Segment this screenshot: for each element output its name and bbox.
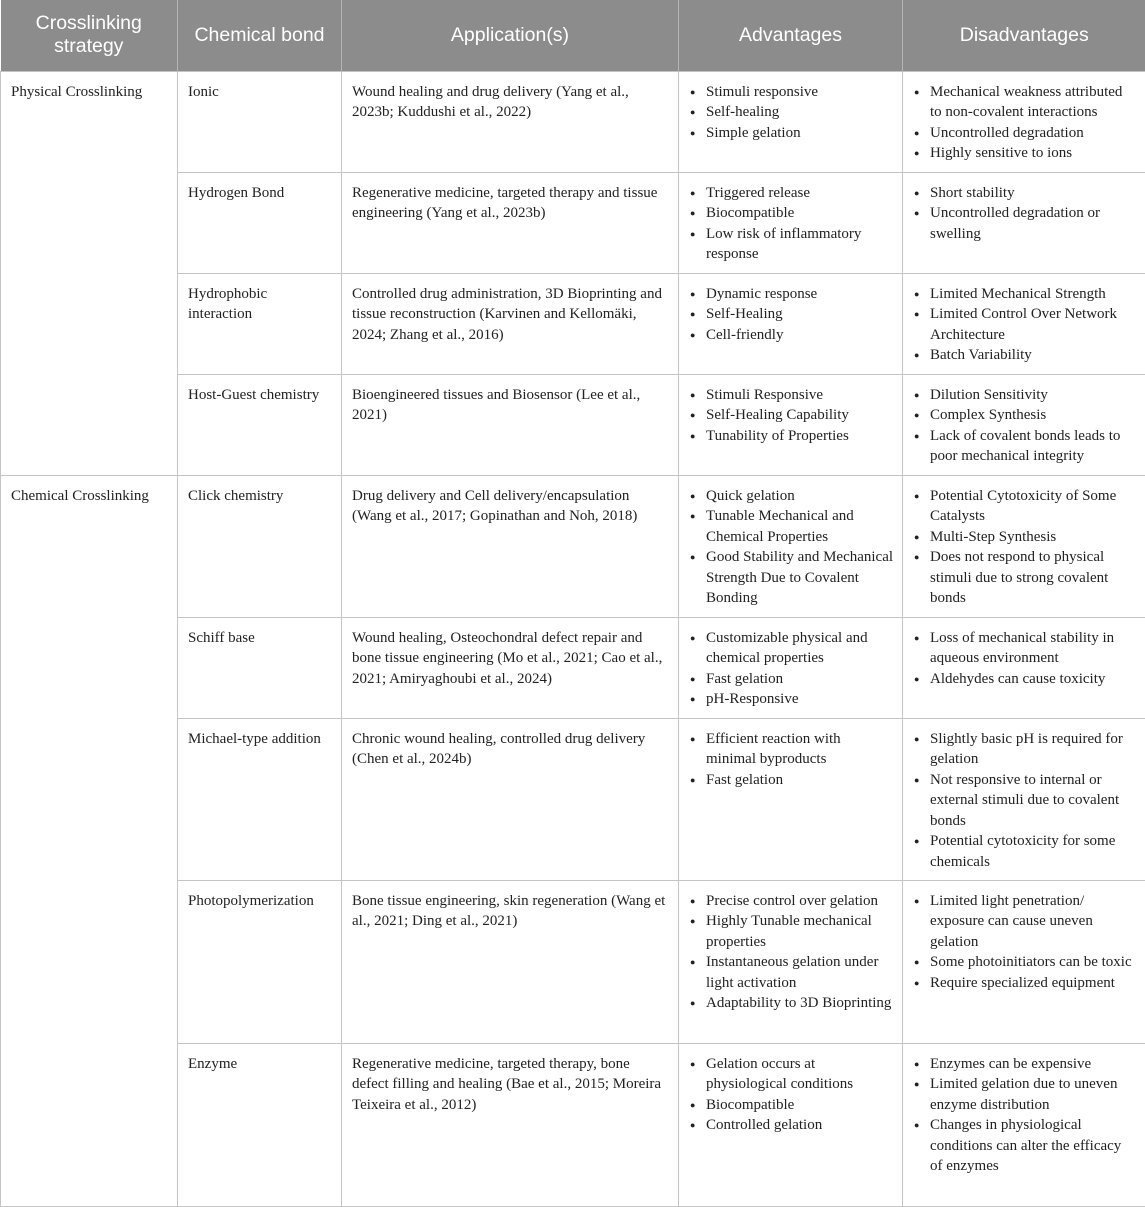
header-crosslinking-strategy: Crosslinking strategy: [1, 0, 178, 71]
advantage-item: ● Tunable Mechanical and Chemical Properties: [689, 506, 894, 547]
disadvantages-list: [913, 729, 1137, 873]
disadvantage-item: ● Changes in physiological conditions can alter the efficacy of enzymes: [913, 1115, 1137, 1177]
application-cell: Bone tissue engineering, skin regeneration (Wang et al., 2021; Ding et al., 2021): [342, 880, 679, 1043]
advantages-list: [689, 284, 894, 346]
advantage-item: ● Instantaneous gelation under light activation: [689, 952, 894, 993]
application-cell: Drug delivery and Cell delivery/encapsulation (Wang et al., 2017; Gopinathan and Noh, 2018): [342, 475, 679, 617]
chemical-bond-cell: Click chemistry: [178, 475, 342, 617]
disadvantage-item: ● Limited gelation due to uneven enzyme distribution: [913, 1074, 1137, 1115]
disadvantage-item: ● Multi-Step Synthesis: [913, 527, 1137, 548]
advantages-cell: [679, 718, 903, 880]
advantage-item: ● Cell-friendly: [689, 325, 894, 346]
chemical-bond-cell: Schiff base: [178, 617, 342, 718]
advantages-cell: [679, 880, 903, 1043]
disadvantage-item: ● Limited Mechanical Strength: [913, 284, 1137, 305]
advantages-list: [689, 891, 894, 1015]
disadvantage-item: ● Does not respond to physical stimuli due to strong covalent bonds: [913, 547, 1137, 609]
application-cell: Bioengineered tissues and Biosensor (Lee et al., 2021): [342, 374, 679, 475]
advantage-item: ● Self-healing: [689, 102, 894, 123]
advantage-item: ● Stimuli responsive: [689, 82, 894, 103]
disadvantages-cell: [903, 475, 1145, 617]
application-cell: Controlled drug administration, 3D Bioprinting and tissue reconstruction (Karvinen and Kellomäki, 2024; Zhang et al., 2016): [342, 273, 679, 374]
chemical-bond-cell: Michael-type addition: [178, 718, 342, 880]
advantage-item: ● Dynamic response: [689, 284, 894, 305]
application-cell: Regenerative medicine, targeted therapy, bone defect filling and healing (Bae et al., 2015; Moreira Teixeira et al., 2012): [342, 1043, 679, 1206]
table-row: [1, 71, 1145, 172]
advantages-list: [689, 729, 894, 791]
disadvantage-item: ● Potential Cytotoxicity of Some Catalysts: [913, 486, 1137, 527]
advantage-item: ● Gelation occurs at physiological conditions: [689, 1054, 894, 1095]
advantage-item: ● Biocompatible: [689, 203, 894, 224]
disadvantage-item: ● Dilution Sensitivity: [913, 385, 1137, 406]
advantages-cell: [679, 374, 903, 475]
chemical-bond-cell: Enzyme: [178, 1043, 342, 1206]
crosslinking-strategy-cell: Physical Crosslinking: [1, 71, 178, 475]
disadvantages-list: [913, 183, 1137, 245]
advantage-item: ● pH-Responsive: [689, 689, 894, 710]
advantages-cell: [679, 617, 903, 718]
disadvantages-list: [913, 486, 1137, 610]
disadvantage-item: ● Uncontrolled degradation or swelling: [913, 203, 1137, 244]
application-cell: Chronic wound healing, controlled drug delivery (Chen et al., 2024b): [342, 718, 679, 880]
disadvantages-cell: [903, 880, 1145, 1043]
disadvantages-cell: [903, 718, 1145, 880]
chemical-bond-cell: Hydrophobic interaction: [178, 273, 342, 374]
disadvantages-cell: [903, 1043, 1145, 1206]
chemical-bond-cell: Host-Guest chemistry: [178, 374, 342, 475]
crosslinking-strategy-cell: Chemical Crosslinking: [1, 475, 178, 1206]
advantages-cell: [679, 71, 903, 172]
advantage-item: ● Customizable physical and chemical properties: [689, 628, 894, 669]
table-header: [1, 0, 1145, 71]
advantage-item: ● Fast gelation: [689, 770, 894, 791]
disadvantage-item: ● Limited Control Over Network Architecture: [913, 304, 1137, 345]
disadvantages-cell: [903, 617, 1145, 718]
advantage-item: ● Simple gelation: [689, 123, 894, 144]
disadvantages-list: [913, 628, 1137, 690]
disadvantage-item: ● Highly sensitive to ions: [913, 143, 1137, 164]
disadvantages-list: [913, 385, 1137, 467]
advantages-list: [689, 183, 894, 265]
disadvantage-item: ● Batch Variability: [913, 345, 1137, 366]
header-advantages: Advantages: [679, 0, 903, 71]
disadvantage-item: ● Some photoinitiators can be toxic: [913, 952, 1137, 973]
disadvantages-cell: [903, 172, 1145, 273]
table-row: [1, 475, 1145, 617]
advantage-item: ● Good Stability and Mechanical Strength Due to Covalent Bonding: [689, 547, 894, 609]
disadvantage-item: ● Slightly basic pH is required for gelation: [913, 729, 1137, 770]
advantage-item: ● Precise control over gelation: [689, 891, 894, 912]
disadvantage-item: ● Potential cytotoxicity for some chemicals: [913, 831, 1137, 872]
disadvantages-list: [913, 82, 1137, 164]
advantages-cell: [679, 172, 903, 273]
header-applications: Application(s): [342, 0, 679, 71]
advantages-cell: [679, 273, 903, 374]
advantage-item: ● Efficient reaction with minimal byproducts: [689, 729, 894, 770]
advantages-list: [689, 628, 894, 710]
disadvantage-item: ● Not responsive to internal or external stimuli due to covalent bonds: [913, 770, 1137, 832]
advantage-item: ● Tunability of Properties: [689, 426, 894, 447]
disadvantage-item: ● Require specialized equipment: [913, 973, 1137, 994]
advantages-cell: [679, 1043, 903, 1206]
disadvantage-item: ● Aldehydes can cause toxicity: [913, 669, 1137, 690]
disadvantage-item: ● Loss of mechanical stability in aqueous environment: [913, 628, 1137, 669]
disadvantages-list: [913, 284, 1137, 366]
chemical-bond-cell: Hydrogen Bond: [178, 172, 342, 273]
advantages-list: [689, 82, 894, 144]
advantage-item: ● Triggered release: [689, 183, 894, 204]
disadvantage-item: ● Complex Synthesis: [913, 405, 1137, 426]
advantage-item: ● Low risk of inflammatory response: [689, 224, 894, 265]
advantage-item: ● Self-Healing: [689, 304, 894, 325]
advantages-list: [689, 385, 894, 447]
chemical-bond-cell: Ionic: [178, 71, 342, 172]
advantage-item: ● Highly Tunable mechanical properties: [689, 911, 894, 952]
disadvantage-item: ● Short stability: [913, 183, 1137, 204]
advantage-item: ● Stimuli Responsive: [689, 385, 894, 406]
disadvantage-item: ● Mechanical weakness attributed to non-covalent interactions: [913, 82, 1137, 123]
advantage-item: ● Biocompatible: [689, 1095, 894, 1116]
application-cell: Wound healing and drug delivery (Yang et al., 2023b; Kuddushi et al., 2022): [342, 71, 679, 172]
disadvantages-cell: [903, 374, 1145, 475]
header-disadvantages: Disadvantages: [903, 0, 1145, 71]
disadvantages-list: [913, 891, 1137, 994]
application-cell: Regenerative medicine, targeted therapy and tissue engineering (Yang et al., 2023b): [342, 172, 679, 273]
header-chemical-bond: Chemical bond: [178, 0, 342, 71]
disadvantages-cell: [903, 71, 1145, 172]
disadvantages-cell: [903, 273, 1145, 374]
disadvantages-list: [913, 1054, 1137, 1178]
advantages-list: [689, 1054, 894, 1136]
advantage-item: ● Adaptability to 3D Bioprinting: [689, 993, 894, 1014]
header-row: [1, 0, 1145, 71]
advantage-item: ● Controlled gelation: [689, 1115, 894, 1136]
disadvantage-item: ● Enzymes can be expensive: [913, 1054, 1137, 1075]
chemical-bond-cell: Photopolymerization: [178, 880, 342, 1043]
advantage-item: ● Fast gelation: [689, 669, 894, 690]
disadvantage-item: ● Uncontrolled degradation: [913, 123, 1137, 144]
advantages-cell: [679, 475, 903, 617]
advantage-item: ● Quick gelation: [689, 486, 894, 507]
application-cell: Wound healing, Osteochondral defect repair and bone tissue engineering (Mo et al., 2021; Cao et al., 2021; Amiryaghoubi et al., 2024): [342, 617, 679, 718]
table-body: [1, 71, 1145, 1206]
disadvantage-item: ● Limited light penetration/ exposure can cause uneven gelation: [913, 891, 1137, 953]
advantages-list: [689, 486, 894, 610]
advantage-item: ● Self-Healing Capability: [689, 405, 894, 426]
disadvantage-item: ● Lack of covalent bonds leads to poor mechanical integrity: [913, 426, 1137, 467]
